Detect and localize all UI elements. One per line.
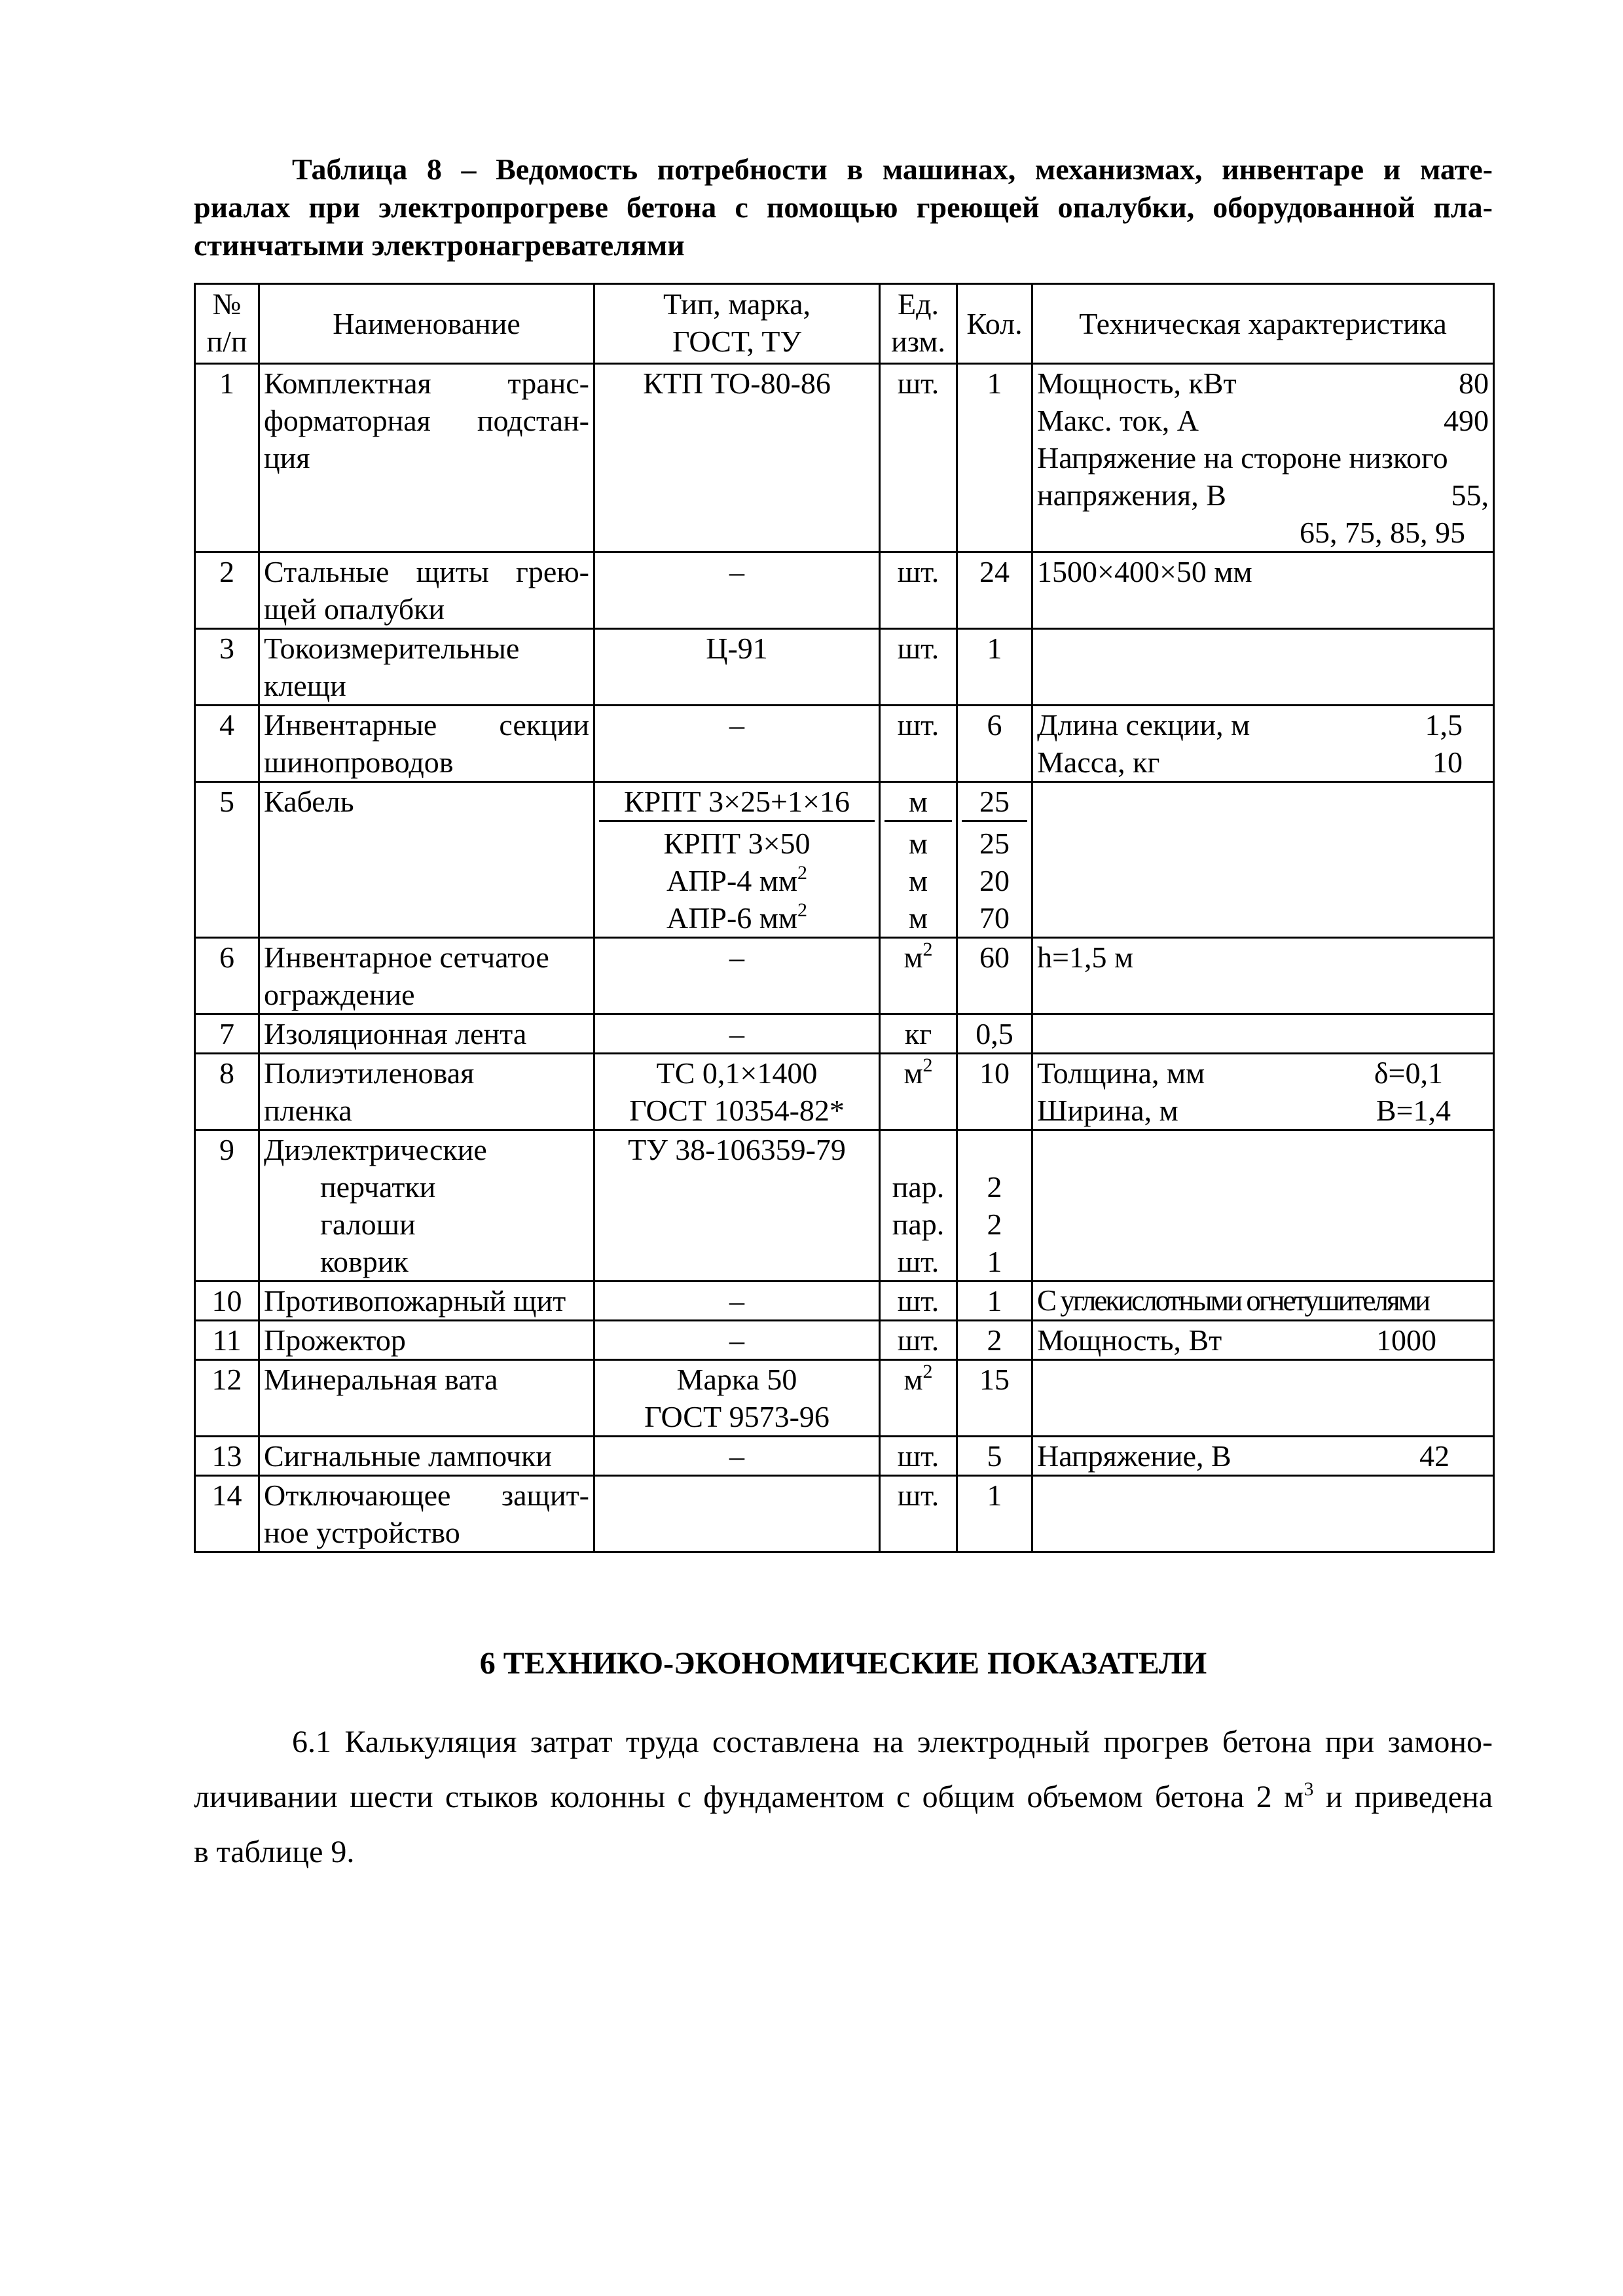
table-row [195,1282,1494,1321]
row-spec: h=1,5 м [1032,938,1494,1014]
table-row [195,706,1494,782]
row-name: Минеральная вата [259,1360,594,1437]
row-type: – [594,1437,880,1476]
table-row [195,1360,1494,1437]
row-name: Стальные щиты грею- щей опалубки [259,552,594,629]
row-number: 13 [195,1437,259,1476]
row-number: 1 [195,364,259,552]
row-type: – [594,552,880,629]
table-row [195,1476,1494,1552]
row-name: Полиэтиленовая пленка [259,1054,594,1130]
table-row [195,782,1494,938]
header-spec: Техническая характеристика [1032,284,1494,364]
row-type: КТП ТО-80-86 [594,364,880,552]
row-quantity: 25 25 20 70 [957,782,1032,938]
row-quantity: 1 [957,364,1032,552]
row-spec [1032,1476,1494,1552]
header-unit: Ед. изм. [880,284,957,364]
row-type [594,1476,880,1552]
paragraph-line: личивании шести стыков колонны с фундаментом с общим объемом бетона 2 $м^3$ и приведена [194,1778,1493,1814]
caption-line: стинчатыми электронагревателями [194,228,685,262]
row-quantity: 0,5 [957,1014,1032,1054]
row-spec [1032,782,1494,938]
row-name: Токоизмерительные клещи [259,629,594,706]
row-quantity: 2 2 1 [957,1130,1032,1282]
row-quantity: 10 [957,1054,1032,1130]
row-name: Противопожарный щит [259,1282,594,1321]
row-number: 3 [195,629,259,706]
row-name: Инвентарное сетчатое ограждение [259,938,594,1014]
row-quantity: 5 [957,1437,1032,1476]
row-unit: шт. [880,552,957,629]
equipment-table [194,283,1495,1553]
row-number: 7 [195,1014,259,1054]
table-caption [194,151,1493,264]
row-unit: $м^2$ [880,1054,957,1130]
row-name: Кабель [259,782,594,938]
row-unit: шт. [880,1476,957,1552]
row-unit: пар. пар. шт. [880,1130,957,1282]
header-number: № п/п [195,284,259,364]
header-type: Тип, марка, ГОСТ, ТУ [594,284,880,364]
row-number: 6 [195,938,259,1014]
row-quantity: 1 [957,1476,1032,1552]
row-unit: шт. [880,364,957,552]
row-spec: Длина секции, м 1,5 Масса, кг 10 [1032,706,1494,782]
row-unit: шт. [880,1282,957,1321]
row-spec: Мощность, кВт 80 Макс. ток, А 490 Напряжение на стороне низкого напряжения, В 55, 65, 75, 85, 95 [1032,364,1494,552]
row-name: Прожектор [259,1321,594,1360]
row-type: КРПТ 3×25+1×16 КРПТ 3×50 АПР-4 $мм^2$ АПР-6 $мм^2$ [594,782,880,938]
header-quantity: Кол. [957,284,1032,364]
row-name: Сигнальные лампочки [259,1437,594,1476]
row-number: 12 [195,1360,259,1437]
row-quantity: 1 [957,629,1032,706]
row-name: Изоляционная лента [259,1014,594,1054]
row-name: Отключающее защит- ное устройство [259,1476,594,1552]
paragraph-line: в таблице 9. [194,1835,355,1869]
table-row [195,629,1494,706]
table-row [195,1130,1494,1282]
table-row [195,1321,1494,1360]
row-name: Инвентарные секции шинопроводов [259,706,594,782]
row-unit: кг [880,1014,957,1054]
row-type: – [594,1321,880,1360]
row-number: 10 [195,1282,259,1321]
row-unit: шт. [880,629,957,706]
row-quantity: 15 [957,1360,1032,1437]
caption-line: Таблица 8 – Ведомость потребности в машинах, механизмах, инвентаре и мате- [292,152,1493,186]
row-name: Диэлектрические перчатки галоши коврик [259,1130,594,1282]
row-unit: шт. [880,1321,957,1360]
row-number: 14 [195,1476,259,1552]
paragraph-line: 6.1 Калькуляция затрат труда составлена на электродный прогрев бетона при замоно- [292,1725,1493,1759]
table-row [195,364,1494,552]
row-number: 5 [195,782,259,938]
row-type: Ц-91 [594,629,880,706]
row-type: Марка 50 ГОСТ 9573-96 [594,1360,880,1437]
table-row [195,1014,1494,1054]
table-header-row [195,284,1494,364]
row-type: – [594,1282,880,1321]
row-unit: $м^2$ [880,938,957,1014]
row-type: – [594,938,880,1014]
row-number: 11 [195,1321,259,1360]
row-spec: С углекислотными огнетушителями [1032,1282,1494,1321]
row-spec: Толщина, мм δ=0,1 Ширина, м B=1,4 [1032,1054,1494,1130]
caption-line: риалах при электропрогреве бетона с помощью греющей опалубки, оборудованной пла- [194,190,1493,224]
row-type: – [594,1014,880,1054]
row-number: 4 [195,706,259,782]
section-heading: 6 ТЕХНИКО-ЭКОНОМИЧЕСКИЕ ПОКАЗАТЕЛИ [479,1646,1207,1681]
row-spec: 1500×400×50 мм [1032,552,1494,629]
row-unit: шт. [880,706,957,782]
row-spec [1032,629,1494,706]
row-spec: Мощность, Вт 1000 [1032,1321,1494,1360]
row-spec [1032,1130,1494,1282]
row-unit: $м^2$ [880,1360,957,1437]
row-type: – [594,706,880,782]
header-name: Наименование [259,284,594,364]
row-quantity: 24 [957,552,1032,629]
row-quantity: 6 [957,706,1032,782]
row-type: ТУ 38-106359-79 [594,1130,880,1282]
row-quantity: 2 [957,1321,1032,1360]
row-spec [1032,1360,1494,1437]
row-number: 2 [195,552,259,629]
row-name: Комплектная транс- форматорная подстан- ция [259,364,594,552]
section-paragraph [194,1715,1493,1880]
table-row [195,1437,1494,1476]
row-number: 8 [195,1054,259,1130]
row-number: 9 [195,1130,259,1282]
row-unit: шт. [880,1437,957,1476]
row-unit: м м м м [880,782,957,938]
table-row [195,938,1494,1014]
row-quantity: 60 [957,938,1032,1014]
row-spec: Напряжение, В 42 [1032,1437,1494,1476]
row-spec [1032,1014,1494,1054]
table-row [195,552,1494,629]
row-type: ТС 0,1×1400 ГОСТ 10354-82* [594,1054,880,1130]
row-quantity: 1 [957,1282,1032,1321]
table-row [195,1054,1494,1130]
